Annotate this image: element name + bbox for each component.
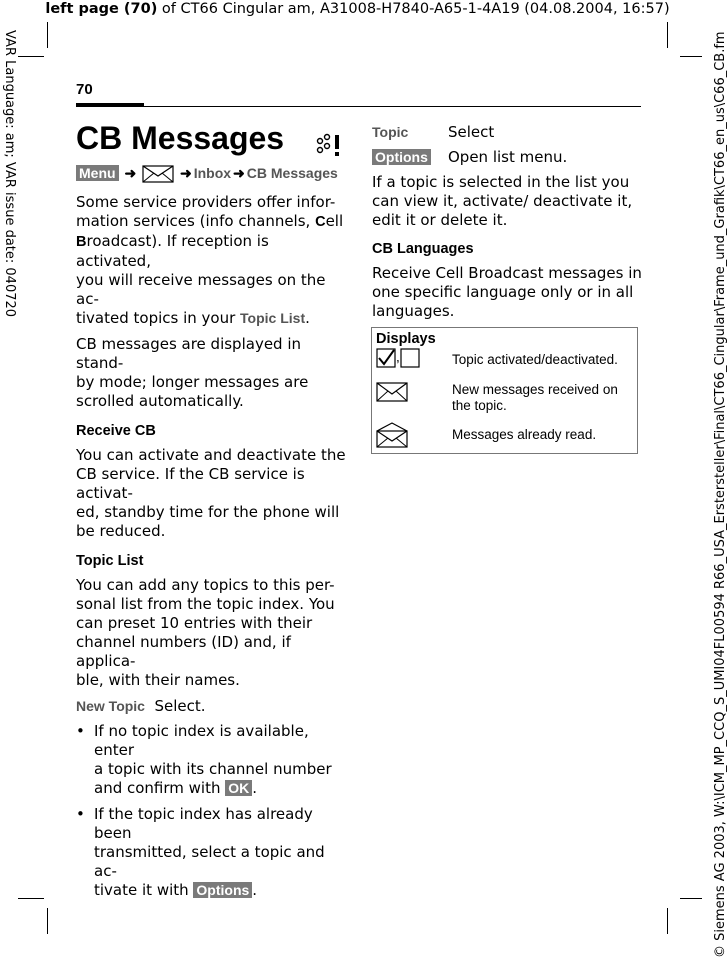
displays-table: Displays , Topic activated/deactivated. New messages received on the topic. Messages already read.: [371, 327, 638, 454]
intro-paragraph: Some service providers offer infor- mation services (info channels, Cell Broadcast). If reception is activated, you will receive messages on the ac- tivated topics in your Topic List.: [76, 193, 344, 327]
topic-list-link: Topic List: [240, 310, 306, 326]
network-service-icon: [315, 132, 343, 158]
cb-languages-heading: CB Languages: [372, 241, 474, 257]
display-desc: Topic activated/deactivated.: [452, 352, 618, 367]
crop-mark: [18, 898, 44, 899]
crop-mark: [47, 22, 48, 48]
languages-paragraph: Receive Cell Broadcast messages in one specific language only or in all languages.: [372, 264, 642, 320]
right-column: [372, 123, 642, 321]
topic-label: Topic: [372, 124, 409, 140]
inbox-label: Inbox: [193, 165, 232, 181]
displays-heading: Displays: [376, 331, 436, 347]
side-note-left: VAR Language: am; VAR issue date: 040720: [2, 30, 17, 318]
envelope-open-icon: [376, 422, 408, 448]
receive-cb-heading: Receive CB: [76, 423, 156, 439]
bullet-item: • If the topic index has already been transmitted, select a topic and ac- tivate it with Options .: [76, 805, 346, 900]
arrow: ➜: [179, 165, 192, 181]
new-topic-label: New Topic: [76, 698, 145, 714]
options-row: Options Open list menu.: [372, 148, 642, 167]
cb-messages-label: CB Messages: [246, 165, 338, 181]
new-topic-row: New Topic Select.: [76, 697, 206, 715]
options-key: Options: [193, 882, 252, 898]
header-rule: [144, 106, 641, 107]
menu-path: [76, 165, 338, 183]
envelope-icon: [376, 382, 408, 402]
receive-paragraph: You can activate and deactivate the CB service. If the CB service is activat- ed, standby time for the phone will be reduced.: [76, 446, 346, 540]
crop-mark: [680, 898, 702, 899]
page-number: 70: [76, 81, 93, 98]
arrow: ➜: [124, 165, 137, 181]
options-key: Options: [372, 149, 431, 165]
checkbox-empty-icon: [400, 348, 420, 368]
print-header: left page (70) of CT66 Cingular am, A31008-H7840-A65-1-4A19 (04.08.2004, 16:57): [45, 1, 670, 17]
display-desc: New messages received on the topic.: [452, 382, 618, 413]
page-title: CB Messages: [76, 120, 285, 156]
side-note-right: © Siemens AG 2003, W:\ICM_MP_CCQ_S_UMI04FL00594 R66_USA_Erstersteller\Final\CT66_Cingular\Frame_und_Grafik\CT66_en_us\C66_CB.fm: [713, 31, 728, 958]
selected-paragraph: If a topic is selected in the list you can view it, activate/ deactivate it, edit it or delete it.: [372, 173, 633, 229]
bullet-item: • If no topic index is available, enter a topic with its channel number and confirm with OK .: [76, 722, 346, 798]
topic-list-heading: Topic List: [76, 553, 144, 569]
ok-key: OK: [225, 780, 252, 796]
topic-row: Topic Select: [372, 123, 495, 141]
left-column: [76, 193, 346, 900]
topic-paragraph: You can add any topics to this per- sonal list from the topic index. You can preset 10 entries with their channel numbers (ID) and, if applica- ble, with their names.: [76, 576, 335, 689]
header-rule-thick: [76, 103, 144, 107]
crop-mark: [18, 56, 44, 57]
crop-mark: [47, 908, 48, 934]
checkbox-checked-icon: [376, 348, 396, 368]
crop-mark: [667, 22, 668, 48]
standby-paragraph: CB messages are displayed in stand- by mode; longer messages are scrolled automatically.: [76, 335, 309, 410]
crop-mark: [680, 56, 702, 57]
crop-mark: [667, 908, 668, 934]
envelope-icon: [142, 165, 174, 183]
menu-key: Menu: [76, 165, 119, 181]
arrow: ➜: [233, 165, 245, 181]
display-desc: Messages already read.: [452, 427, 597, 442]
